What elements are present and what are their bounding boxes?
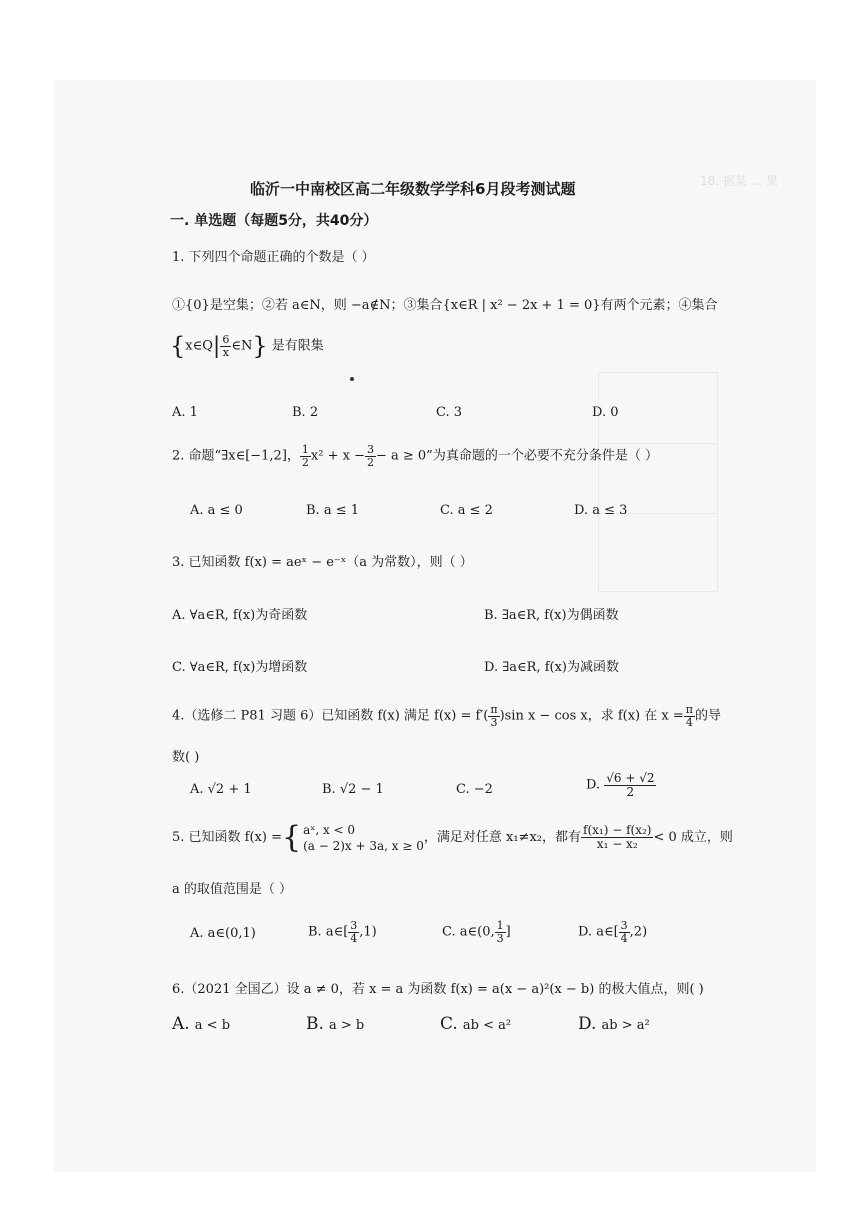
q1-set-expression: {x∈Q| $\frac{6}{x}$ ∈N} 是有限集 — [170, 332, 324, 360]
q3-option-c[interactable]: C. ∀a∈R, f(x)为增函数 — [172, 660, 308, 675]
q4-stem: 4.（选修二 P81 习题 6）已知函数 f(x) 满足 f(x) = f′( $\frac{\pi}{3}$ )sin x − cos x，求 f(x) 在 x = $\frac{\pi}{4}$ 的导 — [172, 703, 721, 729]
q3-option-d[interactable]: D. ∃a∈R, f(x)为减函数 — [484, 660, 619, 675]
q6-option-a[interactable]: A. a < b — [172, 1014, 231, 1034]
q1-statements: ①{0}是空集；②若 a∈N，则 −a∉N；③集合{x∈R | x² − 2x + 1 = 0}有两个元素；④集合 — [172, 298, 718, 313]
q2-option-a[interactable]: A. a ≤ 0 — [190, 503, 243, 518]
q4-stem-cont: 数( ) — [172, 750, 200, 765]
q2-option-c[interactable]: C. a ≤ 2 — [440, 503, 493, 518]
q4-option-a[interactable]: A. √2 + 1 — [190, 782, 252, 797]
page-title: 临沂一中南校区高二年级数学学科6月段考测试题 — [250, 180, 576, 198]
q2-option-d[interactable]: D. a ≤ 3 — [574, 503, 628, 518]
q5-option-a[interactable]: A. a∈(0,1) — [190, 926, 256, 941]
q5-stem: 5. 已知函数 f(x) ={ aˣ, x < 0 (a − 2)x + 3a, x ≥ 0 ，满足对任意 x₁≠x₂，都有 $\frac{\text{f(x₁) − f(x₂)}}{\text{x₁ − x₂}}$ < 0 成立，则 — [172, 820, 733, 855]
q5-option-d[interactable]: D. a∈[ $\frac{3}{4}$ ,2) — [578, 919, 648, 945]
q3-stem: 3. 已知函数 f(x) = aeˣ − e⁻ˣ（a 为常数），则（ ） — [172, 555, 473, 570]
ink-dot — [350, 377, 354, 381]
q5-stem-cont: a 的取值范围是（ ） — [172, 882, 293, 897]
q1-option-b[interactable]: B. 2 — [292, 405, 319, 420]
scanned-paper — [54, 80, 816, 1172]
q1-option-a[interactable]: A. 1 — [172, 405, 198, 420]
q3-option-a[interactable]: A. ∀a∈R, f(x)为奇函数 — [172, 608, 308, 623]
section-heading: 一. 单选题（每题5分，共40分） — [170, 213, 378, 229]
q4-option-b[interactable]: B. √2 − 1 — [322, 782, 384, 797]
q4-option-c[interactable]: C. −2 — [456, 782, 493, 797]
q3-option-b[interactable]: B. ∃a∈R, f(x)为偶函数 — [484, 608, 619, 623]
q5-option-b[interactable]: B. a∈[ $\frac{3}{4}$ ,1) — [308, 919, 377, 945]
q4-option-d[interactable]: D. $\frac{√6 + √2}{2}$ — [586, 771, 655, 799]
bleed-through-text: 18. 据某 ... 果 — [700, 174, 778, 188]
q6-option-d[interactable]: D. ab > a² — [578, 1014, 650, 1034]
q1-option-c[interactable]: C. 3 — [436, 405, 463, 420]
q6-option-b[interactable]: B. a > b — [306, 1014, 365, 1034]
q6-option-c[interactable]: C. ab < a² — [440, 1014, 512, 1034]
q1-option-d[interactable]: D. 0 — [592, 405, 619, 420]
q6-stem: 6.（2021 全国乙）设 a ≠ 0，若 x = a 为函数 f(x) = a(x − a)²(x − b) 的极大值点，则( ) — [172, 982, 704, 997]
q2-stem: 2. 命题“∃x∈[−1,2]， $\frac{1}{2}$ x² + x − $\frac{3}{2}$ − a ≥ 0”为真命题的一个必要不充分条件是（ ） — [172, 443, 658, 469]
q2-option-b[interactable]: B. a ≤ 1 — [306, 503, 359, 518]
q1-stem: 1. 下列四个命题正确的个数是（ ） — [172, 250, 375, 265]
q5-option-c[interactable]: C. a∈(0, $\frac{1}{3}$ ] — [442, 919, 511, 945]
